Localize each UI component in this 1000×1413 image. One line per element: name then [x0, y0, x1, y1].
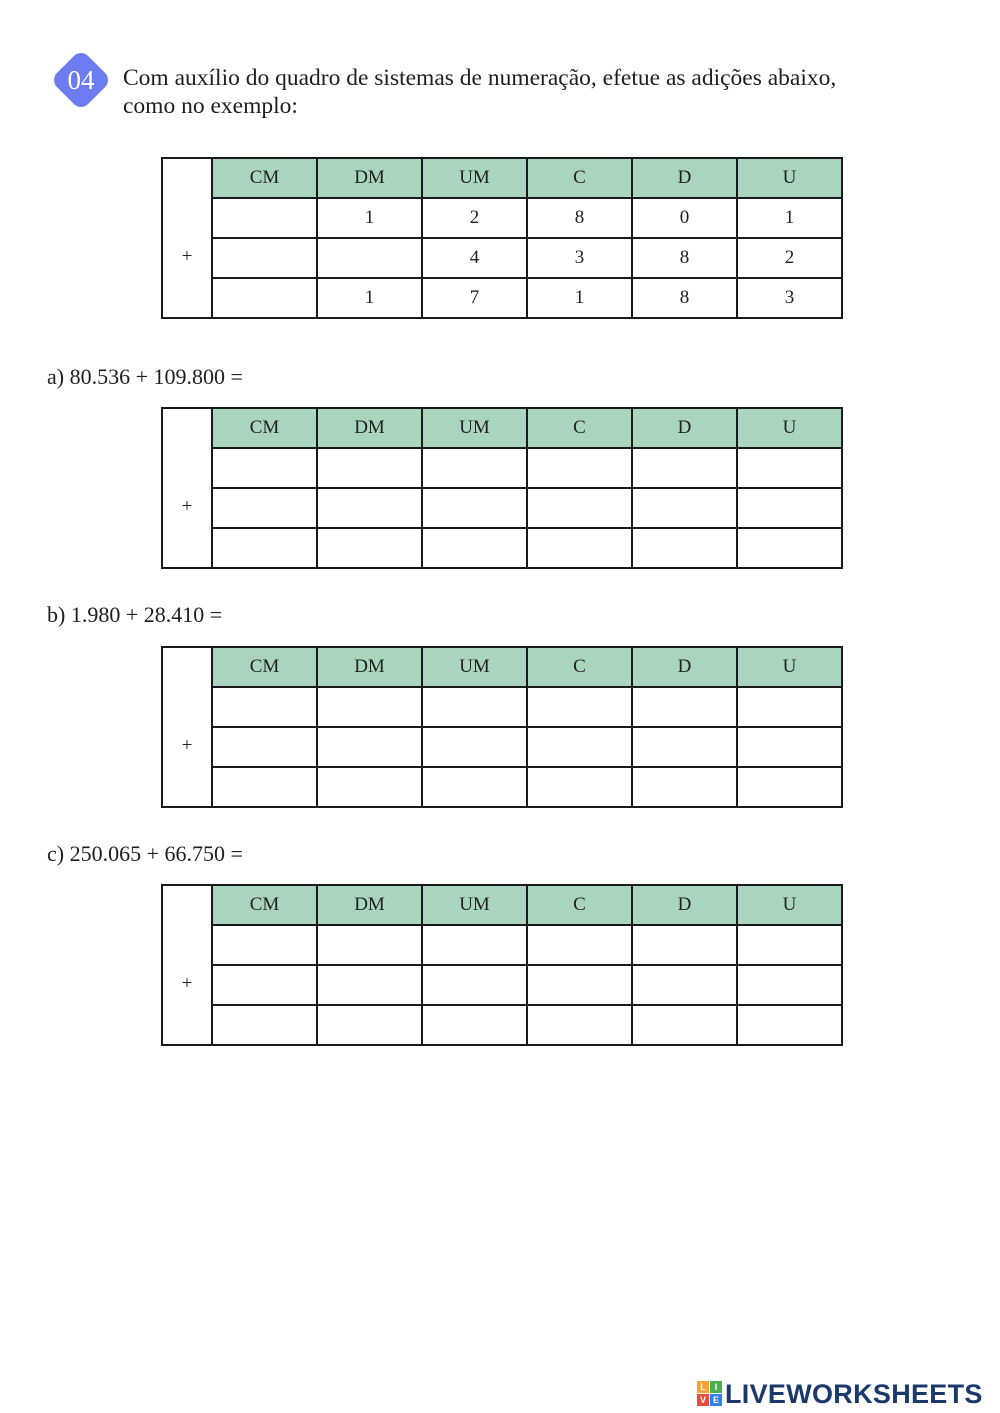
header-dm: DM: [317, 647, 422, 687]
instruction-line-2: como no exemplo:: [123, 93, 298, 119]
answer-cell[interactable]: [737, 488, 842, 528]
answer-cell[interactable]: [212, 1005, 317, 1045]
answer-cell[interactable]: [632, 925, 737, 965]
example-cell: [212, 198, 317, 238]
header-row: [162, 885, 842, 925]
answer-cell[interactable]: [422, 687, 527, 727]
answer-cell[interactable]: [632, 448, 737, 488]
answer-cell[interactable]: [527, 925, 632, 965]
answer-cell[interactable]: [632, 727, 737, 767]
answer-cell[interactable]: [737, 767, 842, 807]
answer-cell[interactable]: [632, 767, 737, 807]
example-cell: 1: [317, 278, 422, 318]
brand-text: LIVEWORKSHEETS: [725, 1378, 983, 1409]
problem-c-table: [161, 884, 843, 1046]
answer-cell[interactable]: [527, 1005, 632, 1045]
answer-cell[interactable]: [317, 488, 422, 528]
exercise-number-badge: [47, 46, 115, 114]
answer-cell[interactable]: [317, 687, 422, 727]
problem-c-label: c) 250.065 + 66.750 =: [47, 841, 243, 866]
example-cell: [317, 238, 422, 278]
logo-tile: I: [710, 1381, 722, 1393]
header-row: [162, 158, 842, 198]
problem-b-table: [161, 646, 843, 808]
answer-cell[interactable]: [737, 687, 842, 727]
header-row: [162, 647, 842, 687]
example-sum-row: [162, 278, 842, 318]
plus-sign: +: [162, 158, 212, 318]
example-cell: 8: [632, 238, 737, 278]
answer-cell[interactable]: [212, 925, 317, 965]
answer-cell[interactable]: [632, 687, 737, 727]
header-cm: CM: [212, 408, 317, 448]
answer-cell[interactable]: [212, 448, 317, 488]
header-dm: DM: [317, 158, 422, 198]
header-c: C: [527, 647, 632, 687]
answer-cell[interactable]: [212, 727, 317, 767]
answer-cell[interactable]: [212, 528, 317, 568]
header-row: [162, 408, 842, 448]
liveworksheets-brand[interactable]: [697, 1378, 983, 1410]
answer-row-1: [162, 687, 842, 727]
example-cell: 8: [527, 198, 632, 238]
answer-row-2: [162, 727, 842, 767]
answer-cell[interactable]: [317, 925, 422, 965]
answer-cell[interactable]: [212, 965, 317, 1005]
answer-cell[interactable]: [422, 488, 527, 528]
example-cell: 2: [422, 198, 527, 238]
example-cell: [212, 238, 317, 278]
answer-cell[interactable]: [422, 448, 527, 488]
header-c: C: [527, 885, 632, 925]
header-d: D: [632, 885, 737, 925]
problem-a-label: a) 80.536 + 109.800 =: [47, 364, 243, 389]
answer-cell[interactable]: [737, 1005, 842, 1045]
header-um: UM: [422, 158, 527, 198]
answer-row-1: [162, 448, 842, 488]
header-d: D: [632, 158, 737, 198]
answer-cell[interactable]: [527, 488, 632, 528]
example-cell: 7: [422, 278, 527, 318]
answer-cell[interactable]: [212, 687, 317, 727]
example-addend-row-1: [162, 198, 842, 238]
header-u: U: [737, 158, 842, 198]
answer-cell[interactable]: [632, 965, 737, 1005]
answer-cell[interactable]: [317, 727, 422, 767]
example-cell: 2: [737, 238, 842, 278]
header-dm: DM: [317, 408, 422, 448]
answer-cell[interactable]: [317, 1005, 422, 1045]
header-u: U: [737, 647, 842, 687]
header-c: C: [527, 408, 632, 448]
answer-cell[interactable]: [212, 488, 317, 528]
example-cell: 1: [737, 198, 842, 238]
answer-cell[interactable]: [317, 528, 422, 568]
answer-cell[interactable]: [527, 687, 632, 727]
answer-cell[interactable]: [737, 965, 842, 1005]
liveworksheets-logo-icon: [697, 1381, 723, 1407]
answer-cell[interactable]: [317, 965, 422, 1005]
answer-cell[interactable]: [422, 767, 527, 807]
answer-cell[interactable]: [527, 965, 632, 1005]
header-cm: CM: [212, 885, 317, 925]
answer-cell[interactable]: [527, 448, 632, 488]
answer-cell[interactable]: [317, 767, 422, 807]
header-um: UM: [422, 647, 527, 687]
answer-cell[interactable]: [527, 767, 632, 807]
header-cm: CM: [212, 158, 317, 198]
example-cell: 4: [422, 238, 527, 278]
answer-cell[interactable]: [737, 528, 842, 568]
answer-cell[interactable]: [422, 925, 527, 965]
plus-sign: +: [162, 885, 212, 1045]
header-d: D: [632, 647, 737, 687]
answer-cell[interactable]: [632, 488, 737, 528]
example-cell: 1: [527, 278, 632, 318]
answer-cell[interactable]: [422, 528, 527, 568]
answer-cell[interactable]: [737, 925, 842, 965]
exercise-number: 04: [67, 65, 95, 95]
header-u: U: [737, 885, 842, 925]
answer-cell[interactable]: [317, 448, 422, 488]
answer-cell[interactable]: [212, 767, 317, 807]
problem-b-label: b) 1.980 + 28.410 =: [47, 602, 223, 627]
answer-cell[interactable]: [527, 528, 632, 568]
header-u: U: [737, 408, 842, 448]
logo-tile: L: [697, 1381, 709, 1393]
answer-row-2: [162, 488, 842, 528]
answer-cell[interactable]: [422, 727, 527, 767]
answer-sum-row: [162, 528, 842, 568]
header-um: UM: [422, 408, 527, 448]
header-c: C: [527, 158, 632, 198]
logo-tile: E: [710, 1394, 722, 1406]
answer-cell[interactable]: [422, 965, 527, 1005]
example-cell: 1: [317, 198, 422, 238]
example-place-value-table: [161, 157, 843, 319]
header-cm: CM: [212, 647, 317, 687]
answer-row-2: [162, 965, 842, 1005]
exercise-instruction: [123, 64, 983, 120]
answer-sum-row: [162, 767, 842, 807]
header-dm: DM: [317, 885, 422, 925]
plus-sign: +: [162, 647, 212, 807]
answer-sum-row: [162, 1005, 842, 1045]
plus-sign: +: [162, 408, 212, 568]
logo-tile: V: [697, 1394, 709, 1406]
instruction-line-1: Com auxílio do quadro de sistemas de numeração, efetue as adições abaixo,: [123, 65, 837, 91]
example-cell: 8: [632, 278, 737, 318]
answer-cell[interactable]: [632, 528, 737, 568]
example-addend-row-2: [162, 238, 842, 278]
answer-cell[interactable]: [737, 448, 842, 488]
example-cell: 0: [632, 198, 737, 238]
answer-cell[interactable]: [422, 1005, 527, 1045]
header-um: UM: [422, 885, 527, 925]
example-cell: [212, 278, 317, 318]
answer-cell[interactable]: [737, 727, 842, 767]
header-d: D: [632, 408, 737, 448]
answer-cell[interactable]: [632, 1005, 737, 1045]
example-cell: 3: [527, 238, 632, 278]
answer-cell[interactable]: [527, 727, 632, 767]
example-cell: 3: [737, 278, 842, 318]
answer-row-1: [162, 925, 842, 965]
problem-a-table: [161, 407, 843, 569]
